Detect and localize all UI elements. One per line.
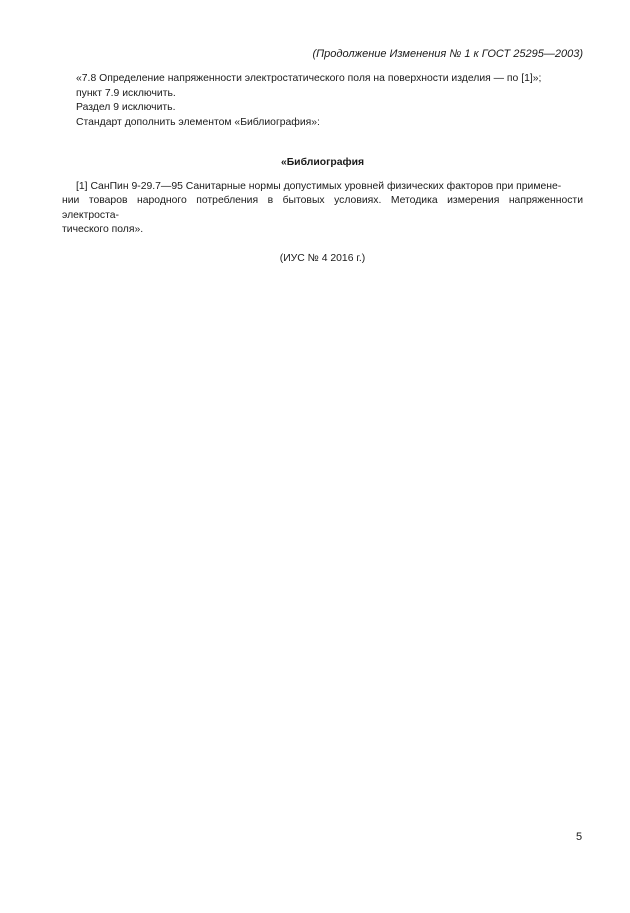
amendment-line-3: Раздел 9 исключить. (76, 102, 176, 113)
bibliography-entry-line-2: нии товаров народного потребления в бытовых условиях. Методика измерения напряженности электроста- (62, 195, 583, 221)
amendment-line-1: «7.8 Определение напряженности электростатического поля на поверхности изделия — по [1]»; (76, 73, 542, 84)
amendment-line-2: пункт 7.9 исключить. (76, 87, 176, 99)
amendment-line-4: Стандарт дополнить элементом «Библиография»: (76, 116, 320, 128)
page-number: 5 (576, 831, 583, 843)
source-note: (ИУС № 4 2016 г.) (279, 252, 366, 264)
running-header: (Продолжение Изменения № 1 к ГОСТ 25295—2003) (312, 48, 583, 60)
document-body (62, 72, 583, 266)
bibliography-entry-line-3: тического поля». (62, 224, 144, 235)
bibliography-entry (62, 180, 583, 238)
bibliography-heading: «Библиография (280, 157, 365, 168)
bibliography-entry-line-1: [1] СанПин 9-29.7—95 Санитарные нормы допустимых уровней физических факторов при примене- (76, 180, 562, 192)
